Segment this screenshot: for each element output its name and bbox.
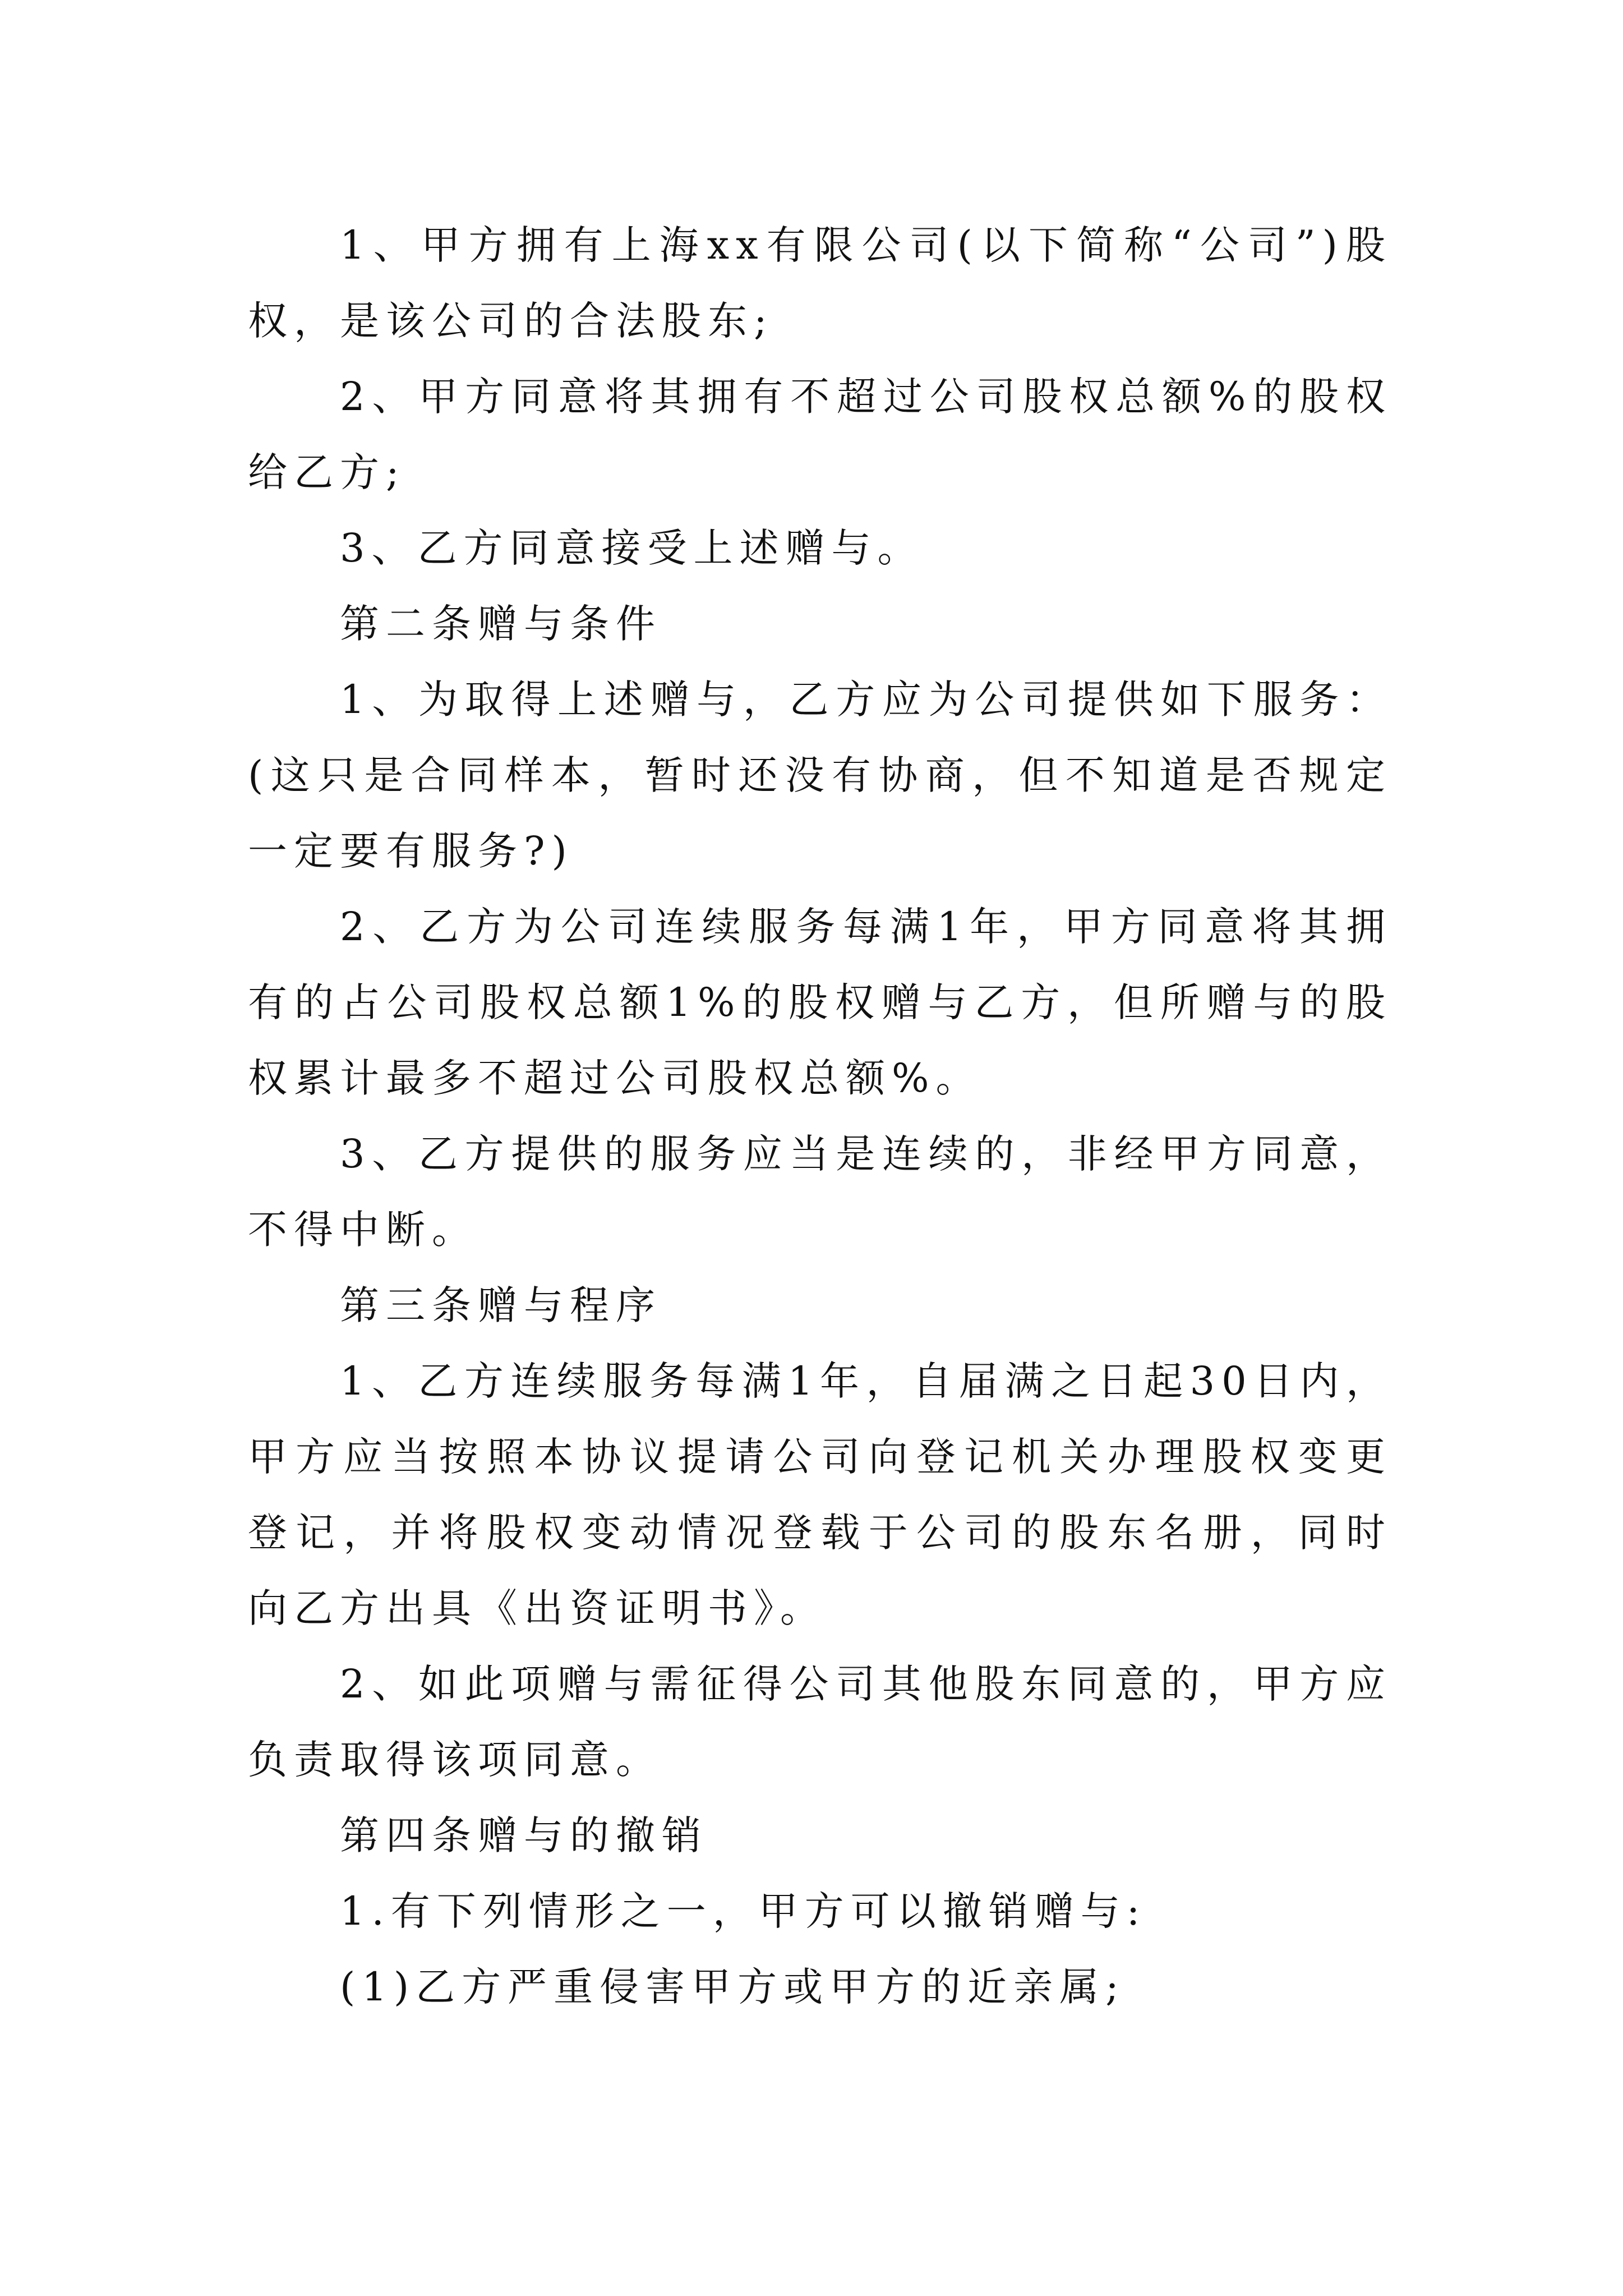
clause-paragraph: 1、为取得上述赠与，乙方应为公司提供如下服务：(这只是合同样本，暂时还没有协商，但不知道是否规定一定要有服务?): [248, 677, 1392, 874]
clause-paragraph: 1.有下列情形之一，甲方可以撤销赠与:: [340, 1888, 1147, 1934]
section-heading: 第二条赠与条件: [340, 601, 662, 647]
clause-paragraph: 3、乙方同意接受上述赠与。: [340, 525, 924, 571]
clause-paragraph: 2、如此项赠与需征得公司其他股东同意的，甲方应负责取得该项同意。: [248, 1661, 1392, 1783]
document-body: [248, 208, 1392, 2025]
section-heading: 第三条赠与程序: [340, 1282, 662, 1328]
clause-paragraph: 2、甲方同意将其拥有不超过公司股权总额%的股权给乙方;: [248, 374, 1392, 495]
clause-paragraph: 3、乙方提供的服务应当是连续的，非经甲方同意，不得中断。: [248, 1131, 1392, 1253]
section-heading: 第四条赠与的撤销: [340, 1812, 708, 1858]
clause-paragraph: 1、乙方连续服务每满1年，自届满之日起30日内，甲方应当按照本协议提请公司向登记机关办理股权变更登记，并将股权变动情况登载于公司的股东名册，同时向乙方出具《出资证明书》。: [248, 1358, 1392, 1631]
clause-paragraph: 2、乙方为公司连续服务每满1年，甲方同意将其拥有的占公司股权总额1%的股权赠与乙方，但所赠与的股权累计最多不超过公司股权总额%。: [248, 904, 1392, 1101]
clause-paragraph: (1)乙方严重侵害甲方或甲方的近亲属;: [340, 1964, 1126, 2010]
clause-paragraph: 1、甲方拥有上海xx有限公司(以下简称“公司”)股权，是该公司的合法股东;: [248, 222, 1392, 344]
